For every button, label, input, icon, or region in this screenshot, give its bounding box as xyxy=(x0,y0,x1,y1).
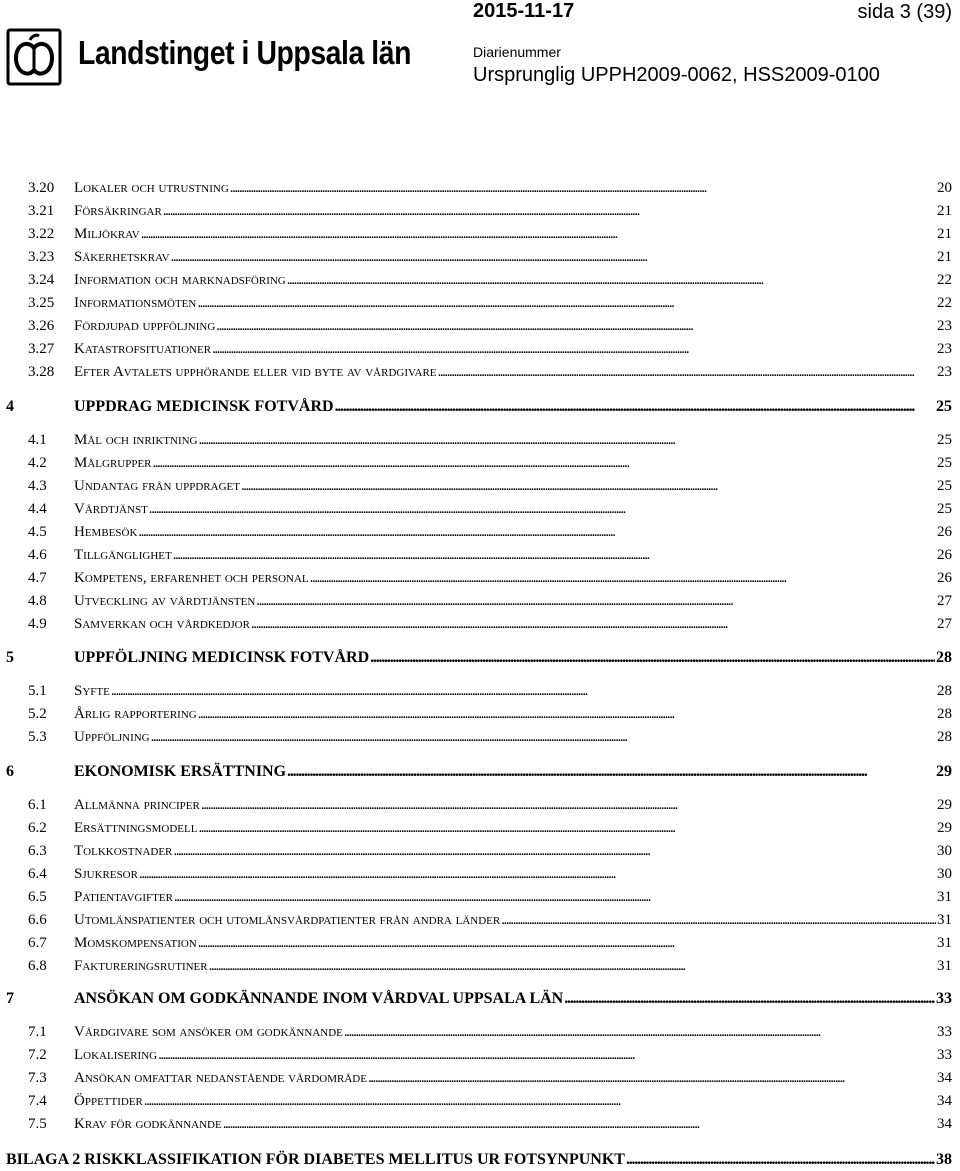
dot-leader xyxy=(251,613,936,635)
dot-leader xyxy=(310,567,936,589)
toc-entry[interactable] xyxy=(28,932,952,954)
dot-leader xyxy=(201,794,936,816)
toc-entry[interactable] xyxy=(28,703,952,725)
toc-entry[interactable] xyxy=(28,567,952,589)
toc-page: 26 xyxy=(937,547,952,563)
toc-entry[interactable] xyxy=(28,863,952,885)
toc-entry[interactable] xyxy=(28,338,952,360)
toc-title: Målgrupper xyxy=(74,455,152,471)
dot-leader xyxy=(370,647,935,669)
toc-page: 25 xyxy=(937,432,952,448)
toc-number: 5 xyxy=(6,649,14,666)
toc-title: EKONOMISK ERSÄTTNING xyxy=(74,763,287,780)
toc-entry[interactable] xyxy=(28,361,952,383)
toc-page: 26 xyxy=(937,570,952,586)
toc-entry[interactable] xyxy=(28,269,952,291)
toc-title: Sjukresor xyxy=(74,866,138,882)
toc-entry[interactable] xyxy=(28,726,952,748)
toc-number: 6.1 xyxy=(28,797,47,813)
dot-leader xyxy=(173,544,936,566)
toc-number: 4.7 xyxy=(28,570,47,586)
dot-leader xyxy=(368,1067,936,1089)
toc-entry[interactable] xyxy=(28,475,952,497)
toc-entry[interactable] xyxy=(28,1113,952,1135)
toc-title: Momskompensation xyxy=(74,935,197,951)
toc-title: Krav för godkännande xyxy=(74,1116,222,1132)
toc-number: 3.27 xyxy=(28,341,55,357)
toc-page: 33 xyxy=(936,990,952,1007)
toc-page: 29 xyxy=(937,820,952,836)
toc-number: 5.3 xyxy=(28,729,47,745)
toc-number: 3.21 xyxy=(28,203,55,219)
toc-number: 5.1 xyxy=(28,683,47,699)
toc-title: Information och marknadsföring xyxy=(74,272,286,288)
toc-entry[interactable] xyxy=(28,794,952,816)
toc-chapter[interactable] xyxy=(6,647,952,669)
toc-page: 25 xyxy=(937,455,952,471)
toc-number: 7.5 xyxy=(28,1116,47,1132)
toc-title: Ersättningsmodell xyxy=(74,820,198,836)
toc-entry[interactable] xyxy=(28,292,952,314)
toc-page: 31 xyxy=(937,889,952,905)
toc-number: 4 xyxy=(6,398,14,415)
toc-entry[interactable] xyxy=(28,200,952,222)
toc-page: 26 xyxy=(937,524,952,540)
toc-entry[interactable] xyxy=(28,590,952,612)
toc-number: 3.25 xyxy=(28,295,55,311)
toc-number: 6.8 xyxy=(28,958,47,974)
toc-entry[interactable] xyxy=(28,680,952,702)
toc-page: 28 xyxy=(937,729,952,745)
toc-page: 30 xyxy=(937,866,952,882)
toc-page: 27 xyxy=(937,593,952,609)
toc-entry[interactable] xyxy=(28,315,952,337)
organization-name: Landstinget i Uppsala län xyxy=(78,34,412,71)
toc-page: 33 xyxy=(937,1024,952,1040)
dot-leader xyxy=(438,361,936,383)
toc-title: Katastrofsituationer xyxy=(74,341,212,357)
dot-leader xyxy=(171,246,936,268)
toc-page: 25 xyxy=(936,398,952,415)
toc-title: Hembesök xyxy=(74,524,138,540)
toc-chapter[interactable] xyxy=(6,988,952,1010)
toc-page: 29 xyxy=(936,763,952,780)
dot-leader xyxy=(626,1149,935,1171)
toc-entry[interactable] xyxy=(28,1044,952,1066)
toc-page: 22 xyxy=(937,272,952,288)
toc-number: 3.20 xyxy=(28,180,55,196)
toc-title: Kompetens, erfarenhet och personal xyxy=(74,570,309,586)
toc-title: Vårdtjänst xyxy=(74,501,148,517)
toc-title: Ansökan omfattar nedanstående vårdområde xyxy=(74,1070,367,1086)
dot-leader xyxy=(198,703,936,725)
document-date: 2015-11-17 xyxy=(473,0,575,22)
toc-page: 25 xyxy=(937,478,952,494)
dot-leader xyxy=(144,1090,936,1112)
toc-title: Lokaler och utrustning xyxy=(74,180,229,196)
toc-title: Tolkkostnader xyxy=(74,843,173,859)
toc-page: 31 xyxy=(937,912,952,928)
dot-leader xyxy=(158,1044,936,1066)
page-number: sida 3 (39) xyxy=(857,1,952,23)
toc-entry[interactable] xyxy=(28,840,952,862)
toc-title: Säkerhetskrav xyxy=(74,249,170,265)
toc-entry[interactable] xyxy=(28,498,952,520)
toc-number: 4.4 xyxy=(28,501,47,517)
toc-entry[interactable] xyxy=(28,886,952,908)
toc-page: 28 xyxy=(936,649,952,666)
toc-number: 6.6 xyxy=(28,912,47,928)
dot-leader xyxy=(198,932,936,954)
diarie-label: Diarienummer xyxy=(473,44,561,60)
dot-leader xyxy=(216,315,936,337)
toc-title: Lokalisering xyxy=(74,1047,158,1063)
dot-leader xyxy=(564,988,935,1010)
dot-leader xyxy=(230,177,936,199)
dot-leader xyxy=(287,269,936,291)
toc-entry[interactable] xyxy=(28,246,952,268)
dot-leader xyxy=(138,521,936,543)
toc-page: 29 xyxy=(937,797,952,813)
toc-number: 4.3 xyxy=(28,478,47,494)
toc-title: Uppföljning xyxy=(74,729,150,745)
toc-page: 21 xyxy=(937,249,952,265)
dot-leader xyxy=(163,200,936,222)
dot-leader xyxy=(111,680,936,702)
toc-number: 7.3 xyxy=(28,1070,47,1086)
toc-page: 27 xyxy=(937,616,952,632)
toc-page: 21 xyxy=(937,226,952,242)
toc-page: 20 xyxy=(937,180,952,196)
toc-title: Årlig rapportering xyxy=(74,706,197,722)
toc-number: 4.8 xyxy=(28,593,47,609)
dot-leader xyxy=(198,817,936,839)
toc-number: 7 xyxy=(6,990,14,1007)
toc-entry[interactable] xyxy=(28,521,952,543)
toc-number: 6.5 xyxy=(28,889,47,905)
dot-leader xyxy=(197,292,936,314)
dot-leader xyxy=(501,909,936,931)
toc-entry[interactable] xyxy=(28,429,952,451)
toc-number: 3.28 xyxy=(28,364,55,380)
toc-title: Tillgänglighet xyxy=(74,547,172,563)
toc-number: 4.9 xyxy=(28,616,47,632)
toc-entry[interactable] xyxy=(28,909,952,931)
toc-title: Efter Avtalets upphörande eller vid byte av vårdgivare xyxy=(74,364,437,380)
toc-entry[interactable] xyxy=(28,1021,952,1043)
toc-number: 6 xyxy=(6,763,14,780)
toc-number: 4.1 xyxy=(28,432,47,448)
toc-chapter[interactable] xyxy=(6,396,952,418)
diarie-value: Ursprunglig UPPH2009-0062, HSS2009-0100 xyxy=(473,64,880,86)
dot-leader xyxy=(209,955,936,977)
toc-number: 4.6 xyxy=(28,547,47,563)
dot-leader xyxy=(173,840,936,862)
dot-leader xyxy=(149,498,936,520)
toc-entry[interactable] xyxy=(28,177,952,199)
toc-chapter[interactable] xyxy=(6,761,952,783)
dot-leader xyxy=(344,1021,936,1043)
toc-number: 3.24 xyxy=(28,272,55,288)
toc-page: 23 xyxy=(937,364,952,380)
dot-leader xyxy=(212,338,936,360)
toc-title: Informationsmöten xyxy=(74,295,197,311)
dot-leader xyxy=(199,429,937,451)
toc-page: 22 xyxy=(937,295,952,311)
toc-page: 21 xyxy=(937,203,952,219)
toc-title: Syfte xyxy=(74,683,110,699)
toc-title: Försäkringar xyxy=(74,203,162,219)
toc-title: Patientavgifter xyxy=(74,889,173,905)
toc-title: Öppettider xyxy=(74,1093,143,1109)
toc-page: 34 xyxy=(937,1070,952,1086)
toc-entry[interactable] xyxy=(28,613,952,635)
dot-leader xyxy=(151,726,936,748)
toc-entry[interactable] xyxy=(28,1090,952,1112)
toc-entry[interactable] xyxy=(28,452,952,474)
toc-page: 34 xyxy=(937,1116,952,1132)
dot-leader xyxy=(174,886,936,908)
toc-title: Allmänna principer xyxy=(74,797,200,813)
dot-leader xyxy=(335,396,935,418)
toc-page: 33 xyxy=(937,1047,952,1063)
toc-number: 6.7 xyxy=(28,935,47,951)
dot-leader xyxy=(241,475,936,497)
toc-title: Miljökrav xyxy=(74,226,140,242)
toc-entry[interactable] xyxy=(28,955,952,977)
toc-page: 38 xyxy=(936,1151,952,1168)
toc-title: Vårdgivare som ansöker om godkännande xyxy=(74,1024,343,1040)
toc-page: 23 xyxy=(937,318,952,334)
toc-entry[interactable] xyxy=(28,1067,952,1089)
toc-number: 3.22 xyxy=(28,226,55,242)
toc-title: Utomlänspatienter och utomlänsvårdpatienter från andra länder xyxy=(74,912,501,928)
toc-title: UPPDRAG MEDICINSK FOTVÅRD xyxy=(74,398,334,415)
toc-number: 7.4 xyxy=(28,1093,47,1109)
toc-page: 34 xyxy=(937,1093,952,1109)
toc-page: 28 xyxy=(937,683,952,699)
toc-number: 7.1 xyxy=(28,1024,47,1040)
toc-title: Mål och inriktning xyxy=(74,432,198,448)
toc-number: 6.2 xyxy=(28,820,47,836)
toc-number: 4.2 xyxy=(28,455,47,471)
dot-leader xyxy=(139,863,936,885)
page-header xyxy=(0,0,960,110)
toc-title: UPPFÖLJNING MEDICINSK FOTVÅRD xyxy=(74,649,370,666)
toc-entry[interactable] xyxy=(28,544,952,566)
toc-number: 4.5 xyxy=(28,524,47,540)
toc-entry[interactable] xyxy=(28,223,952,245)
toc-title: Fördjupad uppföljning xyxy=(74,318,216,334)
toc-title: Samverkan och vårdkedjor xyxy=(74,616,250,632)
dot-leader xyxy=(153,452,936,474)
toc-title: ANSÖKAN OM GODKÄNNANDE INOM VÅRDVAL UPPSALA LÄN xyxy=(74,990,564,1007)
dot-leader xyxy=(256,590,936,612)
toc-title: BILAGA 2 RISKKLASSIFIKATION FÖR DIABETES MELLITUS UR FOTSYNPUNKT xyxy=(6,1151,625,1168)
toc-page: 30 xyxy=(937,843,952,859)
toc-title: Faktureringsrutiner xyxy=(74,958,208,974)
toc-number: 6.4 xyxy=(28,866,47,882)
toc-number: 6.3 xyxy=(28,843,47,859)
dot-leader xyxy=(141,223,936,245)
toc-page: 28 xyxy=(937,706,952,722)
toc-page: 23 xyxy=(937,341,952,357)
toc-appendix[interactable] xyxy=(6,1149,952,1171)
toc-number: 5.2 xyxy=(28,706,47,722)
toc-number: 3.23 xyxy=(28,249,55,265)
toc-number: 7.2 xyxy=(28,1047,47,1063)
toc-title: Utveckling av vårdtjänsten xyxy=(74,593,256,609)
dot-leader xyxy=(223,1113,936,1135)
toc-entry[interactable] xyxy=(28,817,952,839)
toc-page: 25 xyxy=(937,501,952,517)
toc-number: 3.26 xyxy=(28,318,55,334)
toc-title: Undantag från uppdraget xyxy=(74,478,240,494)
dot-leader xyxy=(287,761,935,783)
toc-page: 31 xyxy=(937,958,952,974)
landstinget-logo-icon xyxy=(6,28,62,86)
toc-page: 31 xyxy=(937,935,952,951)
